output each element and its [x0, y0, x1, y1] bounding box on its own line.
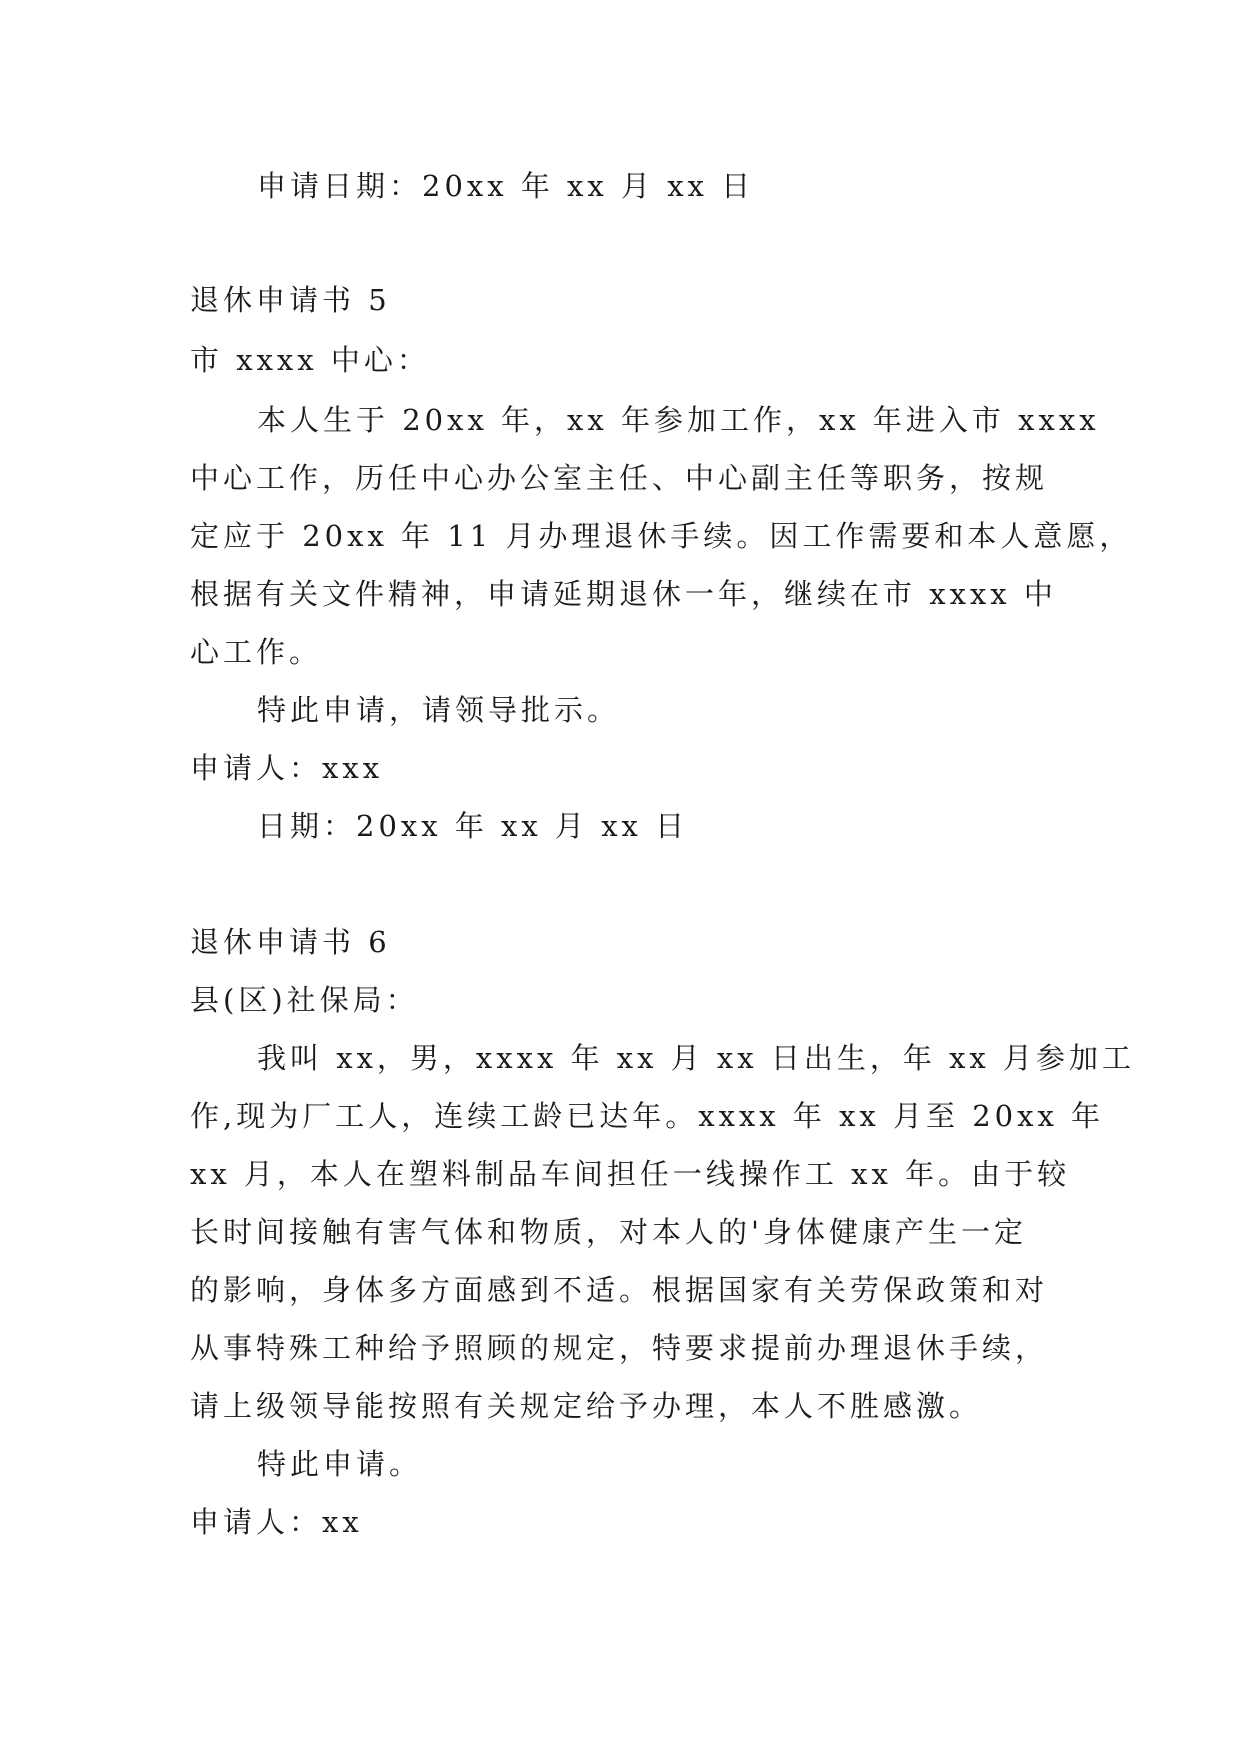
letter5-date: 日期：20xx 年 xx 月 xx 日 [257, 809, 689, 843]
letter5-body-line: 中心工作，历任中心办公室主任、中心副主任等职务，按规 [190, 461, 1049, 495]
letter5-closing: 特此申请，请领导批示。 [257, 693, 621, 727]
letter5-title: 退休申请书 5 [190, 283, 391, 317]
letter5-body-line: 心工作。 [190, 635, 323, 669]
letter6-body-line: 从事特殊工种给予照顾的规定，特要求提前办理退休手续， [190, 1331, 1049, 1365]
application-date-line: 申请日期：20xx 年 xx 月 xx 日 [257, 169, 755, 203]
letter6-body-line: 我叫 xx，男，xxxx 年 xx 月 xx 日出生，年 xx 月参加工 [257, 1041, 1136, 1075]
letter6-addressee: 县(区)社保局： [190, 983, 419, 1017]
letter6-applicant: 申请人：xx [190, 1505, 363, 1539]
letter5-addressee: 市 xxxx 中心： [190, 343, 430, 377]
letter6-body-line: xx 月，本人在塑料制品车间担任一线操作工 xx 年。由于较 [190, 1157, 1071, 1191]
letter6-body-line: 的影响，身体多方面感到不适。根据国家有关劳保政策和对 [190, 1273, 1049, 1307]
letter5-body-line: 根据有关文件精神，申请延期退休一年，继续在市 xxxx 中 [190, 577, 1057, 611]
letter6-title: 退休申请书 6 [190, 925, 391, 959]
letter5-applicant: 申请人：xxx [190, 751, 384, 785]
letter6-body-line: 长时间接触有害气体和物质，对本人的'身体健康产生一定 [190, 1215, 1027, 1249]
letter5-body-line: 本人生于 20xx 年，xx 年参加工作，xx 年进入市 xxxx [257, 403, 1100, 437]
letter5-body-line: 定应于 20xx 年 11 月办理退休手续。因工作需要和本人意愿， [190, 519, 1133, 553]
letter6-closing: 特此申请。 [257, 1447, 423, 1481]
letter6-body-line: 请上级领导能按照有关规定给予办理，本人不胜感激。 [190, 1389, 983, 1423]
letter6-body-line: 作,现为厂工人，连续工龄已达年。xxxx 年 xx 月至 20xx 年 [190, 1099, 1105, 1133]
